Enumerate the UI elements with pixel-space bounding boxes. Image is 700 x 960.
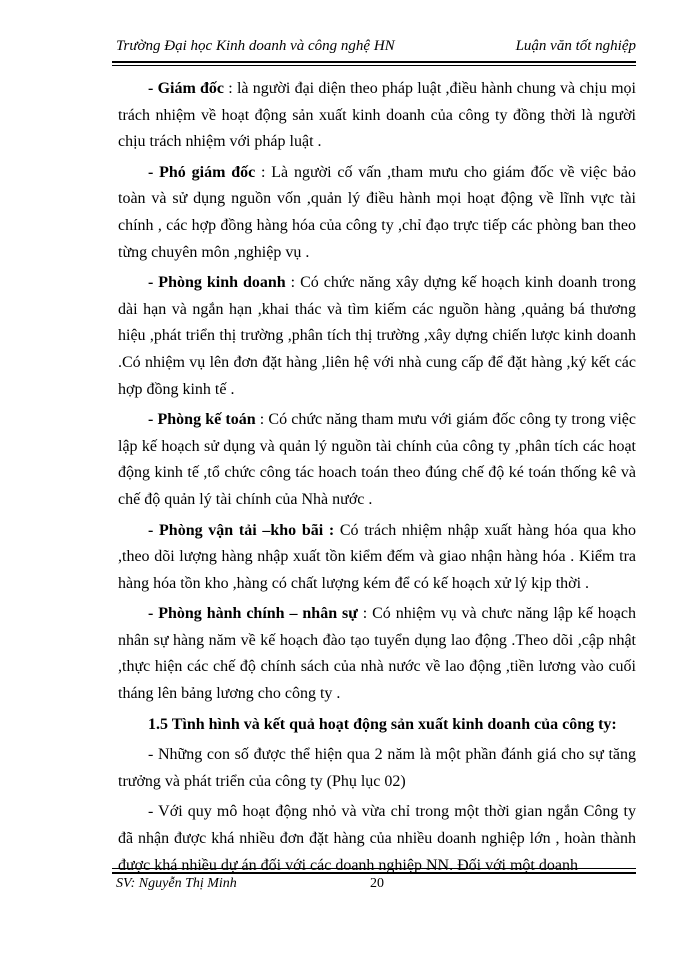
paragraph-phong-ke-toan <box>118 407 636 513</box>
header-document-type: Luận văn tốt nghiệp <box>515 38 636 54</box>
paragraph-text: : Có nhiệm vụ và chưc năng lập kế hoạch nhân sự hàng năm về kế hoạch đào tạo tuyển dụng lao động .Theo dõi ,cập nhật ,thực hiện các chế độ chính sách của nhà nước về lao động ,tiền lương vào cuối tháng lên bảng lương cho công ty . <box>118 605 637 703</box>
paragraph-text: : Là người cố vấn ,tham mưu cho giám đốc về việc bảo toàn và sử dụng nguồn vốn ,quản lý điều hành mọi hoạt động về lĩnh vực tài chính , các hợp đồng hàng hóa của công ty ,chỉ đạo trực tiếp các phòng ban theo từng chuyên môn ,nghiệp vụ . <box>118 163 636 261</box>
paragraph-pho-giam-doc <box>118 160 636 266</box>
paragraph-heading: - Phòng hành chính – nhân sự <box>148 605 358 623</box>
paragraph-heading: - Phòng vận tải –kho bãi : <box>148 521 335 539</box>
page-number: 20 <box>370 876 384 891</box>
paragraph-text: : Có chức năng tham mưu với giám đốc công ty trong việc lập kế hoạch sử dụng và quản lý nguồn tài chính của công ty ,phân tích các hoạt động kinh tế ,tổ chức công tác hoach toán theo đúng chế độ ké toán thống kê và chế độ quản lý tài chính của Nhà nước . <box>118 411 637 508</box>
page-header <box>112 38 636 60</box>
footer-author: SV: Nguyễn Thị Minh <box>116 876 237 891</box>
paragraph-heading: - Giám đốc <box>148 80 225 97</box>
paragraph-text: : Có chức năng xây dựng kế hoạch kinh doanh trong dài hạn và ngắn hạn ,khai thác và tìm kiếm các nguồn hàng ,quảng bá thương hiệu ,phát triển thị trường ,phân tích thị trường ,xây dựng chiến lược kinh doanh .Có nhiệm vụ lên đơn đặt hàng ,liên hệ với nhà cung cấp để đặt hàng ,ký kết các hợp đồng kinh tế . <box>118 274 636 398</box>
paragraph-heading: - Phòng kế toán <box>148 411 256 429</box>
body-text <box>118 76 636 879</box>
paragraph-phong-hanh-chinh <box>118 601 636 707</box>
paragraph-heading: - Phó giám đốc <box>148 163 256 181</box>
header-rule-thick <box>112 61 636 63</box>
paragraph-phong-kinh-doanh <box>118 270 636 403</box>
section-heading-1-5 <box>118 712 636 739</box>
paragraph-giam-doc <box>118 76 636 156</box>
paragraph-growth-figures <box>118 742 636 795</box>
paragraph-heading: - Phòng kinh doanh <box>148 274 286 292</box>
footer-rule-thick <box>112 872 636 874</box>
section-heading-text: 1.5 Tình hình và kết quả hoạt động sản xuất kinh doanh của công ty: <box>148 715 617 733</box>
header-rule-thin <box>112 65 636 66</box>
paragraph-text: : là người đại diện theo pháp luật ,điều hành chung và chịu mọi trách nhiệm về hoạt động sản xuất kinh doanh của công ty đồng thời là người chịu trách nhiệm với pháp luật . <box>118 80 637 151</box>
paragraph-text: - Những con số được thể hiện qua 2 năm là một phần đánh giá cho sự tăng trưởng và phát triển của công ty (Phụ lục 02) <box>118 746 636 790</box>
header-school-name: Trường Đại học Kinh doanh và công nghệ HN <box>116 38 395 54</box>
paragraph-text: - Với quy mô hoạt động nhỏ và vừa chỉ trong một thời gian ngắn Công ty đã nhận được khá nhiều đơn đặt hàng của nhiều doanh nghiệp lớn , hoàn thành được khá nhiều dự án đối với các doanh nghiệp NN. Đối với một doanh <box>118 803 636 874</box>
footer-rule-thin <box>112 868 636 869</box>
paragraph-text: Có trách nhiệm nhập xuất hàng hóa qua kho ,theo dõi lượng hàng nhập xuất tồn kiểm đếm và giao nhận hàng hóa . Kiểm tra hàng hóa tồn kho ,hàng có chất lượng kém để có kế hoạch xử lý kịp thời . <box>118 521 636 592</box>
paragraph-phong-van-tai <box>118 518 636 598</box>
